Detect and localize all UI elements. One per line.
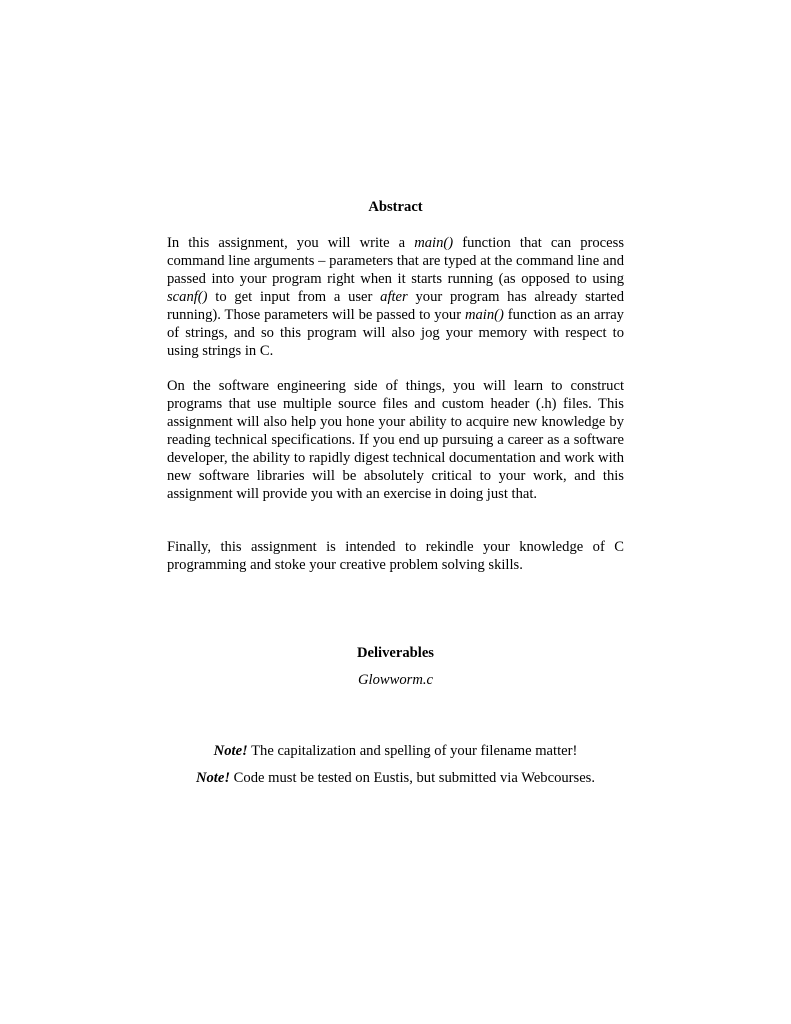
p1-main-code: main() <box>414 235 454 251</box>
p1-scanf-code: scanf() <box>167 289 208 305</box>
p1-text-1: In this assignment, you will write a <box>167 235 415 251</box>
note-label-2: Note! <box>195 770 231 786</box>
p1-text-5: function as an array of strings, and so this program will also jog your memory with respect to using strings in C. <box>167 307 624 359</box>
p1-text-4: your program has already started running). Those parameters will be passed to your <box>167 289 624 323</box>
p3-text: Finally, this assignment is intended to rekindle your knowledge of C programming and stoke your creative problem solving skills. <box>167 539 624 573</box>
note-text-2: Code must be tested on Eustis, but submitted via Webcourses. <box>230 770 596 786</box>
abstract-paragraph-3 <box>167 538 624 574</box>
abstract-paragraph-2 <box>167 377 624 503</box>
note-text-1: The capitalization and spelling of your filename matter! <box>247 743 578 759</box>
note-line-1 <box>0 743 791 760</box>
p1-after-emphasis: after <box>380 289 408 305</box>
p1-main-code-2: main() <box>464 307 504 323</box>
deliverables-heading: Deliverables <box>356 645 434 661</box>
p1-text-3: to get input from a user <box>207 289 381 305</box>
p1-text-2: function that can process command line arguments – parameters that are typed at the command line and passed into your program right when it starts running (as opposed to using <box>167 235 624 287</box>
note-label-1: Note! <box>213 743 248 759</box>
filename-text: Glowworm.c <box>358 672 433 688</box>
note-line-2 <box>0 770 791 787</box>
p2-text: On the software engineering side of things, you will learn to construct programs that use multiple source files and custom header (.h) files. This assignment will also help you hone your ability to acquire new knowledge by reading technical specifications. If you end up pursuing a career as a software developer, the ability to rapidly digest technical documentation and work with new software libraries will be absolutely critical to your work, and this assignment will provide you with an exercise in doing just that. <box>167 378 624 502</box>
abstract-heading: Abstract <box>368 199 423 215</box>
abstract-paragraph-1 <box>167 234 624 360</box>
deliverable-filename <box>0 672 791 689</box>
